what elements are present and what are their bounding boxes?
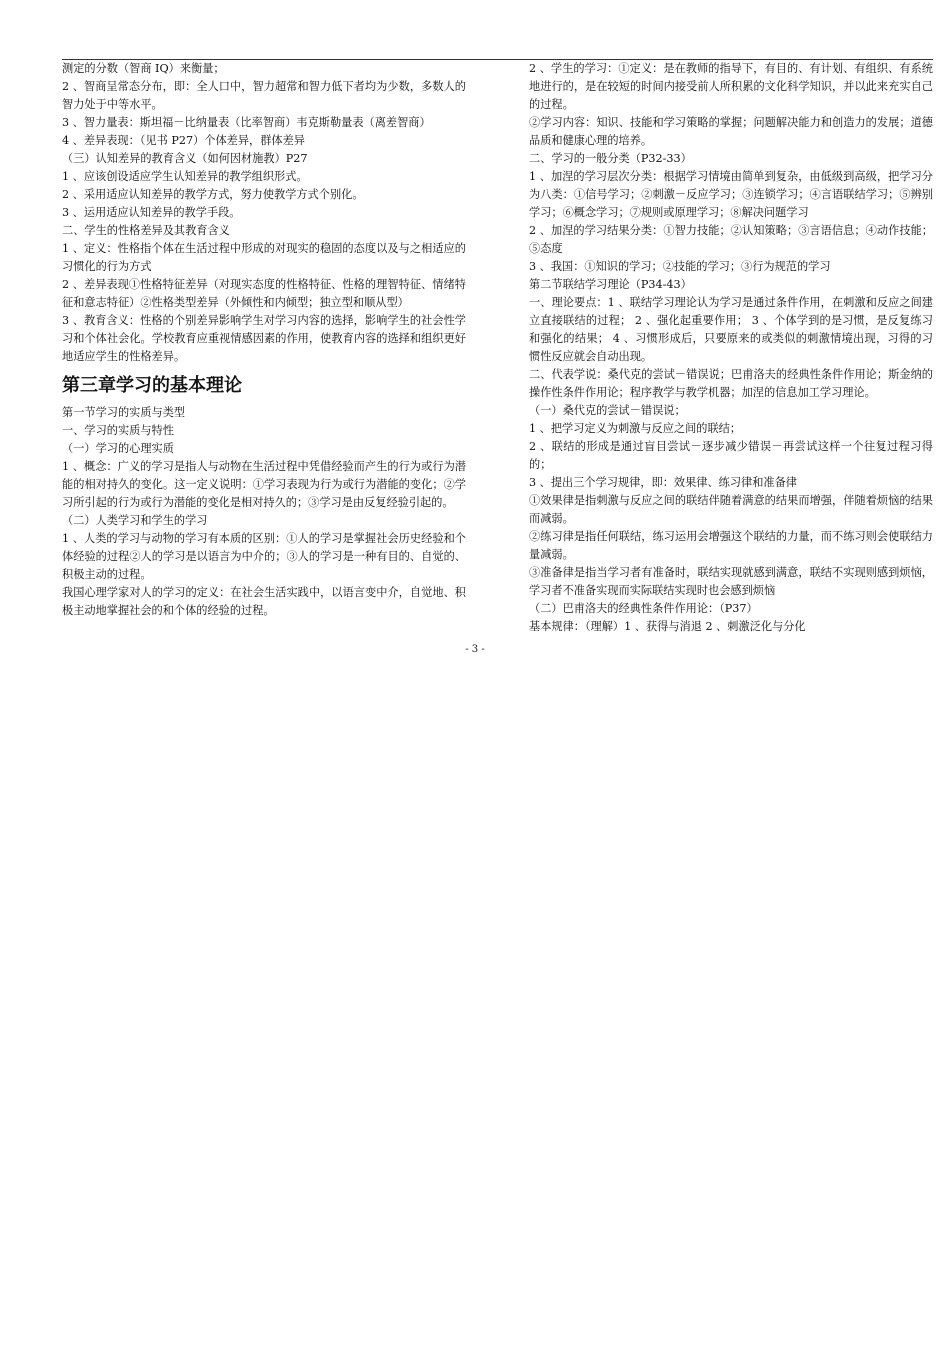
paragraph: 1 、加涅的学习层次分类：根据学习情境由简单到复杂，由低级到高级，把学习分为八类：①信号学习；②刺激－反应学习；③连锁学习；④言语联结学习；⑤辨别学习；⑥概念学习；⑦规则或原理学习；⑧解决问题学习 [529,170,933,219]
paragraph: ②学习内容：知识、技能和学习策略的掌握；问题解决能力和创造力的发展；道德品质和健康心理的培养。 [529,116,933,147]
paragraph: （一）学习的心理实质 [62,442,174,455]
paragraph: 2 、智商呈常态分布，即：全人口中，智力超常和智力低下者均为少数，多数人的智力处于中等水平。 [62,80,466,111]
page-number: - 3 - [465,644,485,655]
paragraph: 1 、应该创设适应学生认知差异的教学组织形式。 [62,170,308,183]
paragraph: （一）桑代克的尝试－错误说； [529,404,686,417]
paragraph: 第一节学习的实质与类型 [62,406,186,419]
right-column [529,60,933,636]
paragraph: 3 、我国：①知识的学习；②技能的学习；③行为规范的学习 [529,260,831,273]
paragraph: 第二节联结学习理论（P34-43） [529,278,692,291]
paragraph: ③准备律是指当学习者有准备时，联结实现就感到满意，联结不实现则感到烦恼，学习者不准备实现而实际联结实现时也会感到烦恼 [529,566,933,597]
paragraph: 1 、把学习定义为刺激与反应之间的联结； [529,422,742,435]
paragraph: 2 、学生的学习：①定义：是在教师的指导下，有目的、有计划、有组织、有系统地进行的，是在较短的时间内接受前人所积累的文化科学知识，并以此来充实自己的过程。 [529,62,933,111]
paragraph: 3 、运用适应认知差异的教学手段。 [62,206,241,219]
paragraph: 我国心理学家对人的学习的定义：在社会生活实践中，以语言变中介，自觉地、积极主动地掌握社会的和个体的经验的过程。 [62,586,466,617]
paragraph: 1 、人类的学习与动物的学习有本质的区别：①人的学习是掌握社会历史经验和个体经验的过程②人的学习是以语言为中介的；③人的学习是一种有目的、自觉的、积极主动的过程。 [62,532,466,581]
paragraph: 2 、联结的形成是通过盲目尝试－逐步减少错误－再尝试这样一个往复过程习得的； [529,440,933,471]
paragraph: ②练习律是指任何联结，练习运用会增强这个联结的力量，而不练习则会使联结力量减弱。 [529,530,933,561]
paragraph: 2 、差异表现①性格特征差异（对现实态度的性格特征、性格的理智特征、情绪特征和意志特征）②性格类型差异（外倾性和内倾型；独立型和顺从型） [62,278,466,309]
paragraph: 一、理论要点：1 、联结学习理论认为学习是通过条件作用，在刺激和反应之间建立直接联结的过程； 2 、强化起重要作用； 3 、个体学到的是习惯，是反复练习和强化的结果； 4 、习惯形成后，只要原来的或类似的刺激情境出现，习得的习惯性反应就会自动出现。 [529,296,933,363]
paragraph: 3 、教育含义：性格的个别差异影响学生对学习内容的选择，影响学生的社会性学习和个体社会化。学校教育应重视情感因素的作用，使教育内容的选择和组织更好地适应学生的性格差异。 [62,314,466,363]
paragraph: （三）认知差异的教育含义（如何因材施教）P27 [62,152,308,165]
paragraph: ①效果律是指刺激与反应之间的联结伴随着满意的结果而增强，伴随着烦恼的结果而减弱。 [529,494,933,525]
paragraph: 3 、智力量表：斯坦福－比纳量表（比率智商）韦克斯勒量表（离差智商） [62,116,431,129]
paragraph: 2 、加涅的学习结果分类：①智力技能；②认知策略；③言语信息；④动作技能；⑤态度 [529,224,933,255]
chapter-heading: 第三章学习的基本理论 [62,375,242,396]
paragraph: 3 、提出三个学习规律，即：效果律、练习律和准备律 [529,476,797,489]
paragraph: 一、学习的实质与特性 [62,424,174,437]
paragraph: 二、学习的一般分类（P32-33） [529,152,692,165]
paragraph: 2 、采用适应认知差异的教学方式，努力使教学方式个别化。 [62,188,364,201]
paragraph: （二）人类学习和学生的学习 [62,514,208,527]
paragraph: 二、代表学说：桑代克的尝试－错误说；巴甫洛夫的经典性条件作用论；斯金纳的操作性条件作用论；程序教学与教学机器；加涅的信息加工学习理论。 [529,368,933,399]
paragraph: 1 、定义：性格指个体在生活过程中形成的对现实的稳固的态度以及与之相适应的习惯化的行为方式 [62,242,466,273]
paragraph: 基本规律：（理解）1 、获得与消退 2 、刺激泛化与分化 [529,620,806,633]
left-column [62,60,466,620]
paragraph: 4 、差异表现：（见书 P27）个体差异，群体差异 [62,134,305,147]
paragraph: 二、学生的性格差异及其教育含义 [62,224,230,237]
paragraph: 1 、概念：广义的学习是指人与动物在生活过程中凭借经验而产生的行为或行为潜能的相对持久的变化。这一定义说明：①学习表现为行为或行为潜能的变化；②学习所引起的行为或行为潜能的变化是相对持久的；③学习是由反复经验引起的。 [62,460,466,509]
paragraph: 测定的分数（智商 IQ）来衡量； [62,62,225,75]
paragraph: （二）巴甫洛夫的经典性条件作用论：（P37） [529,602,758,615]
